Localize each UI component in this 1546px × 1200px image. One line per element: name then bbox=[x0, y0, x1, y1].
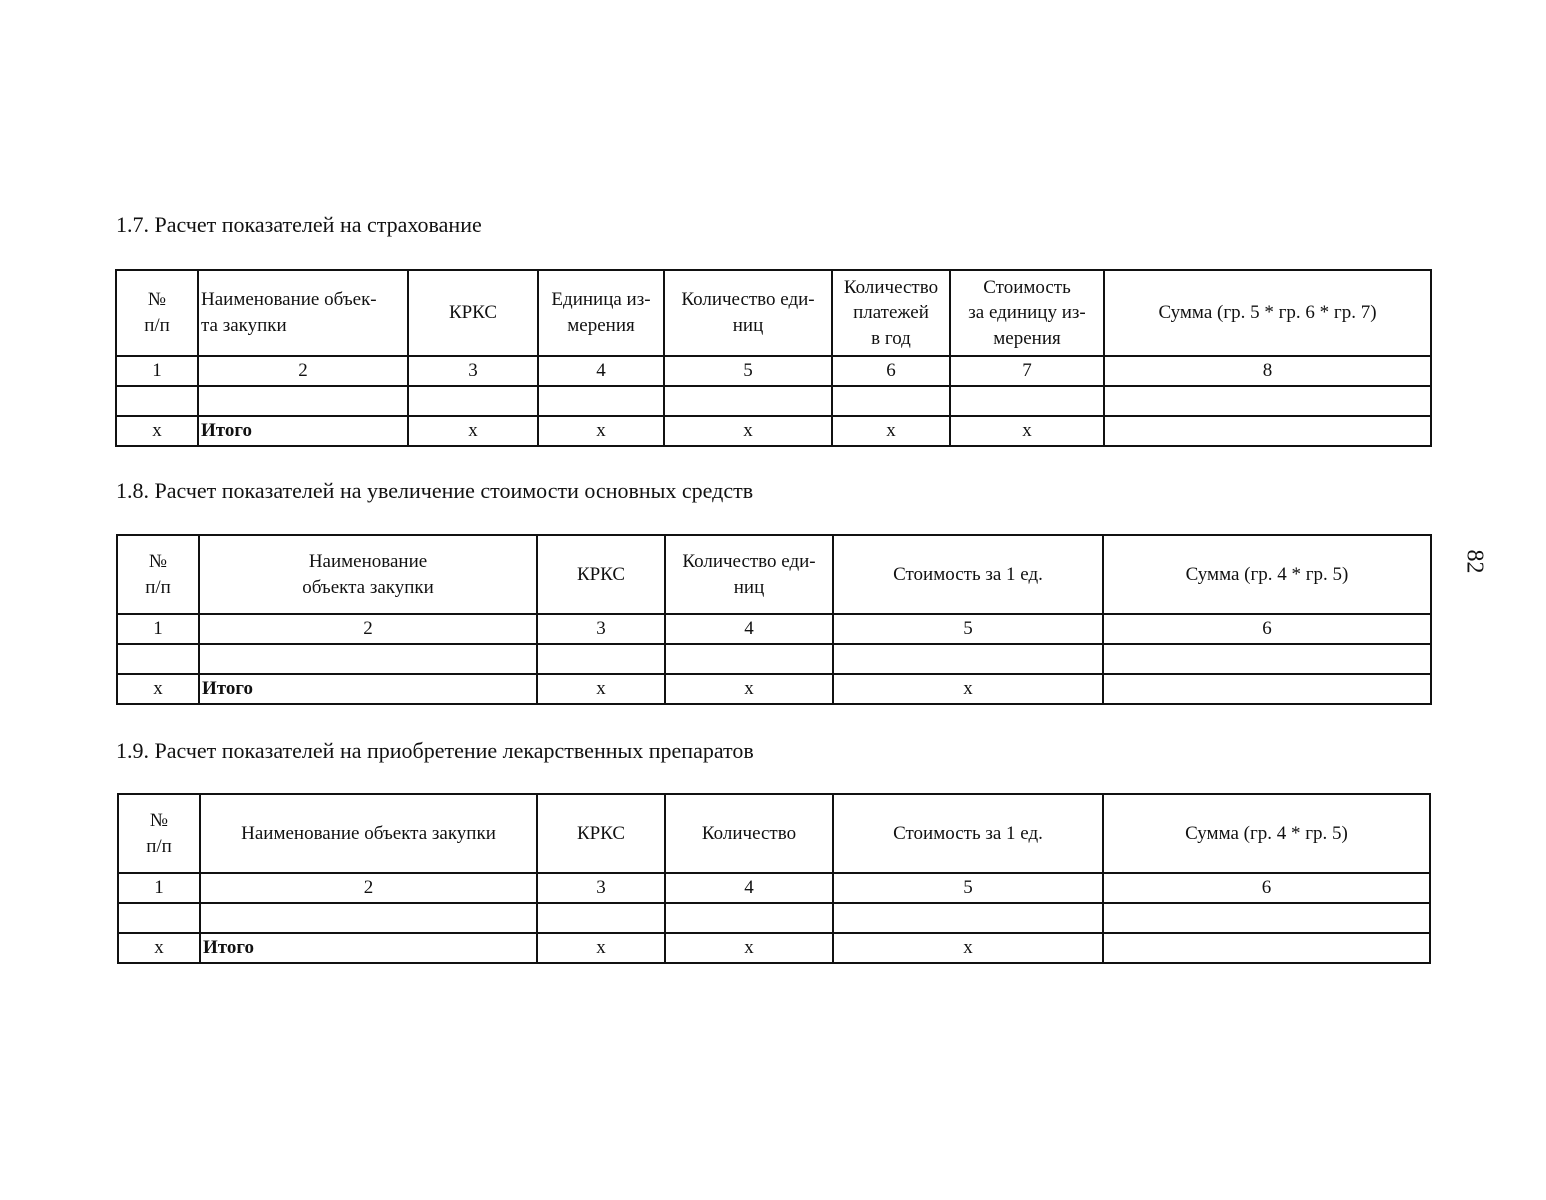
table-cell: x bbox=[116, 416, 198, 446]
table-cell bbox=[117, 644, 199, 674]
table-cell: x bbox=[537, 674, 665, 704]
empty-row bbox=[118, 903, 1430, 933]
table-cell: 4 bbox=[665, 614, 833, 644]
table-cell bbox=[1103, 644, 1431, 674]
header-row bbox=[116, 270, 1431, 356]
column-header: Стоимость за единицу из- мерения bbox=[950, 270, 1104, 356]
table-cell bbox=[1103, 933, 1430, 963]
table-cell: 2 bbox=[199, 614, 537, 644]
column-header: КРКС bbox=[408, 270, 538, 356]
table-cell bbox=[833, 644, 1103, 674]
column-header: Количество bbox=[665, 794, 833, 873]
table-cell: 2 bbox=[200, 873, 537, 903]
table-cell: 2 bbox=[198, 356, 408, 386]
column-header: Сумма (гр. 5 * гр. 6 * гр. 7) bbox=[1104, 270, 1431, 356]
table-cell: 5 bbox=[833, 614, 1103, 644]
table-medicines bbox=[117, 793, 1431, 964]
table-cell bbox=[1104, 416, 1431, 446]
column-header: № п/п bbox=[117, 535, 199, 614]
column-header: Сумма (гр. 4 * гр. 5) bbox=[1103, 535, 1431, 614]
table-cell bbox=[1103, 674, 1431, 704]
table-cell bbox=[200, 903, 537, 933]
table-cell bbox=[1103, 903, 1430, 933]
header-row bbox=[118, 794, 1430, 873]
table-cell: 4 bbox=[538, 356, 664, 386]
table-cell: x bbox=[664, 416, 832, 446]
column-header: Стоимость за 1 ед. bbox=[833, 535, 1103, 614]
table-cell: x bbox=[832, 416, 950, 446]
table-cell bbox=[950, 386, 1104, 416]
table-cell bbox=[665, 903, 833, 933]
column-number-row bbox=[118, 873, 1430, 903]
table-cell: 3 bbox=[408, 356, 538, 386]
table-cell: x bbox=[537, 933, 665, 963]
table-cell: x bbox=[538, 416, 664, 446]
column-header: Наименование объекта закупки bbox=[200, 794, 537, 873]
table-cell: 3 bbox=[537, 873, 665, 903]
table-cell: x bbox=[118, 933, 200, 963]
total-label: Итого bbox=[200, 933, 537, 963]
table-cell bbox=[537, 903, 665, 933]
table-cell: 1 bbox=[118, 873, 200, 903]
table-cell: 5 bbox=[833, 873, 1103, 903]
column-header: КРКС bbox=[537, 794, 665, 873]
column-header: Количество платежей в год bbox=[832, 270, 950, 356]
table-cell: x bbox=[833, 933, 1103, 963]
table-cell: 5 bbox=[664, 356, 832, 386]
table-cell: x bbox=[665, 933, 833, 963]
total-label: Итого bbox=[199, 674, 537, 704]
table-cell: x bbox=[950, 416, 1104, 446]
table-fixed-assets bbox=[116, 534, 1432, 705]
table-cell bbox=[118, 903, 200, 933]
total-row bbox=[117, 674, 1431, 704]
page-number: 82 bbox=[1461, 549, 1488, 574]
table-cell: 1 bbox=[116, 356, 198, 386]
section-heading-1-7: 1.7. Расчет показателей на страхование bbox=[116, 212, 482, 237]
column-header: Количество еди- ниц bbox=[664, 270, 832, 356]
table-cell bbox=[198, 386, 408, 416]
header-row bbox=[117, 535, 1431, 614]
table-cell bbox=[664, 386, 832, 416]
column-number-row bbox=[116, 356, 1431, 386]
table-cell: 3 bbox=[537, 614, 665, 644]
table-cell bbox=[199, 644, 537, 674]
total-row bbox=[116, 416, 1431, 446]
total-row bbox=[118, 933, 1430, 963]
column-header: Единица из- мерения bbox=[538, 270, 664, 356]
column-header: Наименование объекта закупки bbox=[199, 535, 537, 614]
empty-row bbox=[117, 644, 1431, 674]
table-cell: x bbox=[117, 674, 199, 704]
column-header: № п/п bbox=[118, 794, 200, 873]
table-cell: x bbox=[833, 674, 1103, 704]
table-cell: 4 bbox=[665, 873, 833, 903]
empty-row bbox=[116, 386, 1431, 416]
table-cell: 8 bbox=[1104, 356, 1431, 386]
table-cell: 6 bbox=[1103, 614, 1431, 644]
table-cell: 1 bbox=[117, 614, 199, 644]
table-cell: 6 bbox=[832, 356, 950, 386]
column-header: Наименование объек- та закупки bbox=[198, 270, 408, 356]
column-header: Стоимость за 1 ед. bbox=[833, 794, 1103, 873]
table-cell bbox=[408, 386, 538, 416]
table-cell: x bbox=[408, 416, 538, 446]
table-cell: 7 bbox=[950, 356, 1104, 386]
table-insurance bbox=[115, 269, 1432, 447]
column-number-row bbox=[117, 614, 1431, 644]
table-cell bbox=[537, 644, 665, 674]
column-header: Сумма (гр. 4 * гр. 5) bbox=[1103, 794, 1430, 873]
table-cell bbox=[833, 903, 1103, 933]
column-header: № п/п bbox=[116, 270, 198, 356]
table-cell bbox=[1104, 386, 1431, 416]
column-header: Количество еди- ниц bbox=[665, 535, 833, 614]
section-heading-1-9: 1.9. Расчет показателей на приобретение лекарственных препаратов bbox=[116, 738, 754, 763]
column-header: КРКС bbox=[537, 535, 665, 614]
table-cell bbox=[665, 644, 833, 674]
table-cell bbox=[116, 386, 198, 416]
total-label: Итого bbox=[198, 416, 408, 446]
table-cell: 6 bbox=[1103, 873, 1430, 903]
table-cell: x bbox=[665, 674, 833, 704]
section-heading-1-8: 1.8. Расчет показателей на увеличение стоимости основных средств bbox=[116, 478, 754, 503]
table-cell bbox=[538, 386, 664, 416]
table-cell bbox=[832, 386, 950, 416]
